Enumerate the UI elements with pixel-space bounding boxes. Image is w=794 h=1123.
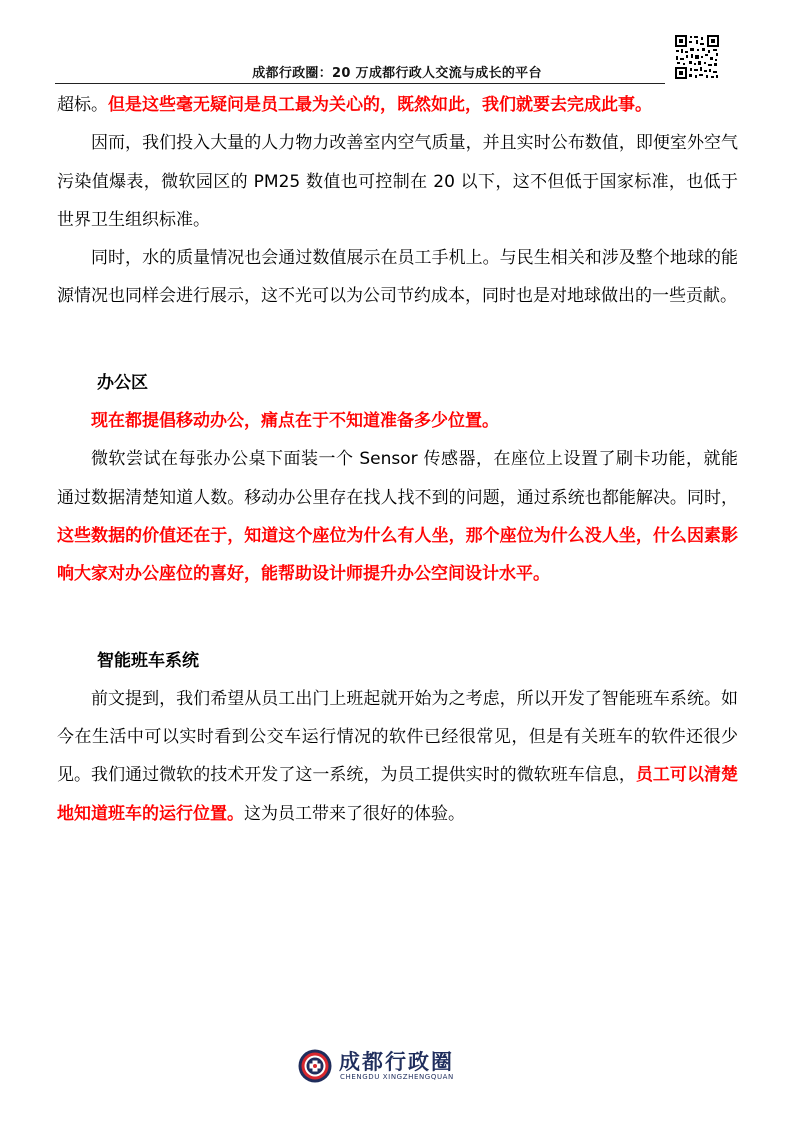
- section-heading-shuttle: 智能班车系统: [97, 650, 199, 671]
- section-spacer: [57, 316, 738, 364]
- paragraph-shuttle: [57, 680, 738, 833]
- paragraph-text: 前文提到，我们希望从员工出门上班起就开始为之考虑，所以开发了智能班车系统。如今在生活中可以实时看到公交车运行情况的软件已经很常见，但是有关班车的软件还很少见。我们通过微软的技术开发了这一系统，为员工提供实时的微软班车信息，: [57, 688, 738, 786]
- emphasis-text: 但是这些毫无疑问是员工最为关心的，既然如此，我们就要去完成此事。: [108, 95, 652, 115]
- article-body: [57, 86, 738, 833]
- header-divider: [55, 83, 665, 84]
- paragraph-text: 超标。: [57, 95, 108, 115]
- emphasis-text: 员工可以清楚地知道班车的运行位置。: [57, 765, 739, 824]
- paragraph-water-energy: 同时，水的质量情况也会通过数值展示在员工手机上。与民生相关和涉及整个地球的能源情况也同样会进行展示，这不光可以为公司节约成本，同时也是对地球做出的一些贡献。: [57, 248, 738, 307]
- logo-pinyin-name: CHENGDU XINGZHENGQUAN: [340, 1073, 454, 1081]
- footer-logo: [297, 1046, 487, 1086]
- paragraph-air-quality: 因而，我们投入大量的人力物力改善室内空气质量，并且实时公布数值，即便室外空气污染值爆表，微软园区的 PM25 数值也可控制在 20 以下，这不但低于国家标准，也低于世界卫生组织标准。: [57, 133, 738, 230]
- section-spacer: [57, 594, 738, 642]
- header-title: 成都行政圈：20 万成都行政人交流与成长的平台: [252, 66, 542, 81]
- paragraph-text: 这为员工带来了很好的体验。: [244, 803, 465, 824]
- chengdu-xingzhengquan-logo-icon: [297, 1048, 333, 1084]
- qr-code-icon: [674, 34, 720, 80]
- emphasis-text: 现在都提倡移动办公，痛点在于不知道准备多少位置。: [91, 411, 499, 432]
- section-heading-office: 办公区: [97, 372, 148, 393]
- paragraph-office-sensor: [57, 440, 738, 593]
- logo-chinese-name: 成都行政圈: [339, 1050, 454, 1074]
- paragraph-continuation: [57, 86, 738, 124]
- paragraph-text: 微软尝试在每张办公桌下面装一个 Sensor 传感器，在座位上设置了刷卡功能，就能通过数据清楚知道人数。移动办公里存在找人找不到的问题，通过系统也都能解决。同时，: [57, 449, 738, 508]
- emphasis-text: 这些数据的价值还在于，知道这个座位为什么有人坐，那个座位为什么没人坐，什么因素影响大家对办公座位的喜好，能帮助设计师提升办公空间设计水平。: [57, 525, 738, 585]
